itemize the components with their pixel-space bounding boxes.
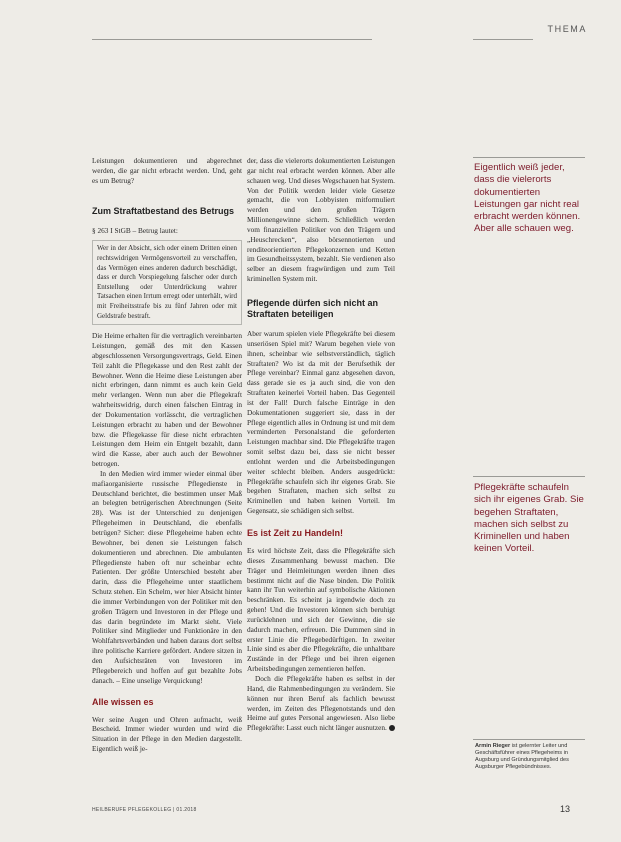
pullquote-2: Pflegekräfte schaufeln sich ihr eigenes Grab. Sie begehen Straftaten, machen sich selbst zu Kriminellen und haben keinen Vorteil. [474, 482, 584, 555]
intro-paragraph: Leistungen dokumentieren und abgerechnet werden, die gar nicht erbracht werden. Und, geht es um Betrug? [92, 156, 242, 185]
pullquote-1: Eigentlich weiß jeder, dass die vielerorts dokumentierten Leistungen gar nicht real erbracht werden können. Aber alle schauen weg. [474, 162, 581, 235]
pullquote-rule [473, 476, 585, 477]
law-reference: § 263 I StGB – Betrug lautet: [92, 225, 178, 235]
pullquote-rule [473, 157, 585, 158]
end-of-article-icon [389, 725, 395, 731]
heading-handeln: Es ist Zeit zu Handeln! [247, 528, 344, 538]
heading-pflegende: Pflegende dürfen sich nicht an Straftaten beteiligen [247, 297, 379, 319]
body-paragraph: Die Heime erhalten für die vertraglich vereinbarten Leistungen, gemäß des mit den Kassen abgeschlossenen Versorgungsvertrags, Geld. Einen Teil zahlt die Pflegekasse und den Rest zahlt der Bewohner. Wenn die Heime diese Leistungen aber nicht erbringen, dann nimmt es auch kein Geld mehr verlangen. Wenn nun aber die Pflegekraft wahrheitswidrig, durch einen falschen Eintrag in der Dokumentation vorlässcht, die vertraglichen Leistungen erbracht zu haben und der Bewohner bzw. die Pflegekasse für diese nicht erbrachten Leistungen dem Heim ein Entgelt bezahlt, dann wird die Kasse, aber auch auch der Bewohner betrogen. [92, 331, 242, 469]
closing-text: Doch die Pflegekräfte haben es selbst in der Hand, die Rahmenbedingungen zu verändern. Sie können nur ihren Beruf als fachlich bewusst werden, im Zeiten des Pflegenotstands und den Heime auf gutes Personal angewiesen. Also liebe Pflegekräfte: Lasst euch nicht länger ausnutzen. [247, 673, 395, 733]
author-rule [473, 739, 585, 740]
author-bio: ist gelernter Leiter und Geschäftsführer eines Pflegeheims in Augsburg und Gründungsmitglied des Augsburger Pflegebündnisses. [475, 743, 569, 770]
heading-alle-wissen: Alle wissen es [92, 696, 154, 707]
body-paragraph: Wer seine Augen und Ohren aufmacht, weiß Bescheid. Immer wieder wurden und wird die Situation in der Pflege in den Medien dargestellt. Eigentlich weiß je- [92, 714, 242, 754]
law-quote-box: Wer in der Absicht, sich oder einem Dritten einen rechtswidrigen Vermögensvorteil zu verschaffen, das Vermögen eines anderen dadurch beschädigt, dass er durch Vorspiegelung falscher oder durch Entstellung oder Unterdrückung wahrer Tatsachen einen Irrtum erregt oder unterhält, wird mit Freiheitsstrafe bis zu fünf Jahren oder mit Geldstrafe bestraft. [92, 240, 242, 325]
header-rule-left [92, 39, 372, 40]
column-middle [247, 156, 395, 733]
author-name: Armin Rieger [475, 743, 511, 749]
footer-journal: HEILBERUFE PFLEGEKOLLEG | 01.2018 [92, 807, 197, 813]
author-note [475, 743, 585, 771]
section-tag: THEMA [547, 24, 587, 34]
body-paragraph: In den Medien wird immer wieder einmal über mafiaorganisierte russische Pflegedienste in Deutschland berichtet, die bestimmen unser Maß an belegten betrügerischen Abrechnungen (Seite 28). Was ist der Unterschied zu denjenigen Pflegeheimen in Deutschland, die ebenfalls betrügen? Sicher: diese Pflegeheime haben echte Bewohner, bei denen sie Leistungen falsch dokumentieren und abrechnen. Die ambulanten Pflegedienste haben oft nur scheinbar echte Patienten. Der größte Unterschied besteht aber darin, dass die Pflegeheime unter staatlichem Schutz stehen. Ein Schelm, wer hier Absicht hinter die immer Verbindungen von der Politiker mit den großen Trägern und Investoren in der Pflege und das darin begründete im Markt sieht. Viele Politiker sind Mitglieder und Funktionäre in den Wohlfahrtsverbänden und haben daraus dort selbst ihre politische Karriere gefördert. Andere sitzen in den Aufsichtsräten von Investoren im Pflegebereich und hoffen auf gut bezahlte Jobs danach. – Eine unselige Verquickung! [92, 468, 242, 685]
body-paragraph: Aber warum spielen viele Pflegekräfte bei diesem unseriösen Spiel mit? Warum begehen viele von ihnen, scheinbar wie selbstverständlich, täglich Straftaten? Wo ist da mit der Berufsethik der Pflege vereinbar? Einmal ganz abgesehen davon, dass gerade sie es ja auch sind, die von den Straftaten keinerlei Vorteil haben. Das Gegenteil ist der Fall! Durch falsche Einträge in den Dokumentationen suggeriert sie, dass in der Pflege eigentlich alles in Ordnung ist und mit dem verminderten Personalstand die geforderten Leistungen machbar sind. Die Pflegekräfte tragen somit selbst dazu bei, dass sie nicht besser entlohnt werden und die Arbeitsbedingungen weiter schlecht bleiben. Anders ausgedrückt: Pflegekräfte schaufeln sich ihr eigenes Grab. Sie begehen Straftaten, machen sich selbst zu Kriminellen und haben keinen Vorteil. Im Gegensatz, sie schädigen sich selbst. [247, 328, 395, 516]
body-paragraph: der, dass die vielerorts dokumentierten Leistungen gar nicht real erbracht werden können. Aber alle schauen weg. Und dieses Wegschauen hat System. Von der Politik werden leider viele Gesetze gemacht, die von Lobbyisten mitformuliert werden und den großen Trägern Millionengewinne sichern. Schließlich werden vom finanziellen Politiker von den Trägern und „Heuschrecken“, also börsennotierten und renditeorientierten Pflegekonzernen und Ketten im Gesundheitssystem, bezahlt. Sie verdienen also selber an diesem fragwürdigen und zum Teil kriminellen System mit. [247, 156, 395, 284]
page-number: 13 [560, 804, 571, 814]
body-paragraph: Es wird höchste Zeit, dass die Pflegekräfte sich dieses Zusammenhang bewusst machen. Die Träger und Heimleitungen werden ihnen dies bestimmt nicht auf die Nase binden. Die Politik kann ihr Tun weiterhin auf symbolische Aktionen beschränken. Es scheint ja irgendwie doch zu gehen! Und die Investoren können sich beruhigt zurücklehnen und sich der Gewinne, die sie dadurch machen, erfreuen. Die Dummen sind in erster Linie die Pflegebedürftigen. In zweiter Linie sind es aber die Pflegekräfte, die unhaltbare Zustände in der Pflege und bei ihren eigenen Arbeitsbedingungen zementieren helfen. [247, 546, 395, 674]
body-paragraph [247, 674, 395, 733]
column-left [92, 156, 242, 754]
heading-betrug: Zum Straftatbestand des Betrugs [92, 205, 235, 216]
header-rule-right [473, 39, 533, 40]
